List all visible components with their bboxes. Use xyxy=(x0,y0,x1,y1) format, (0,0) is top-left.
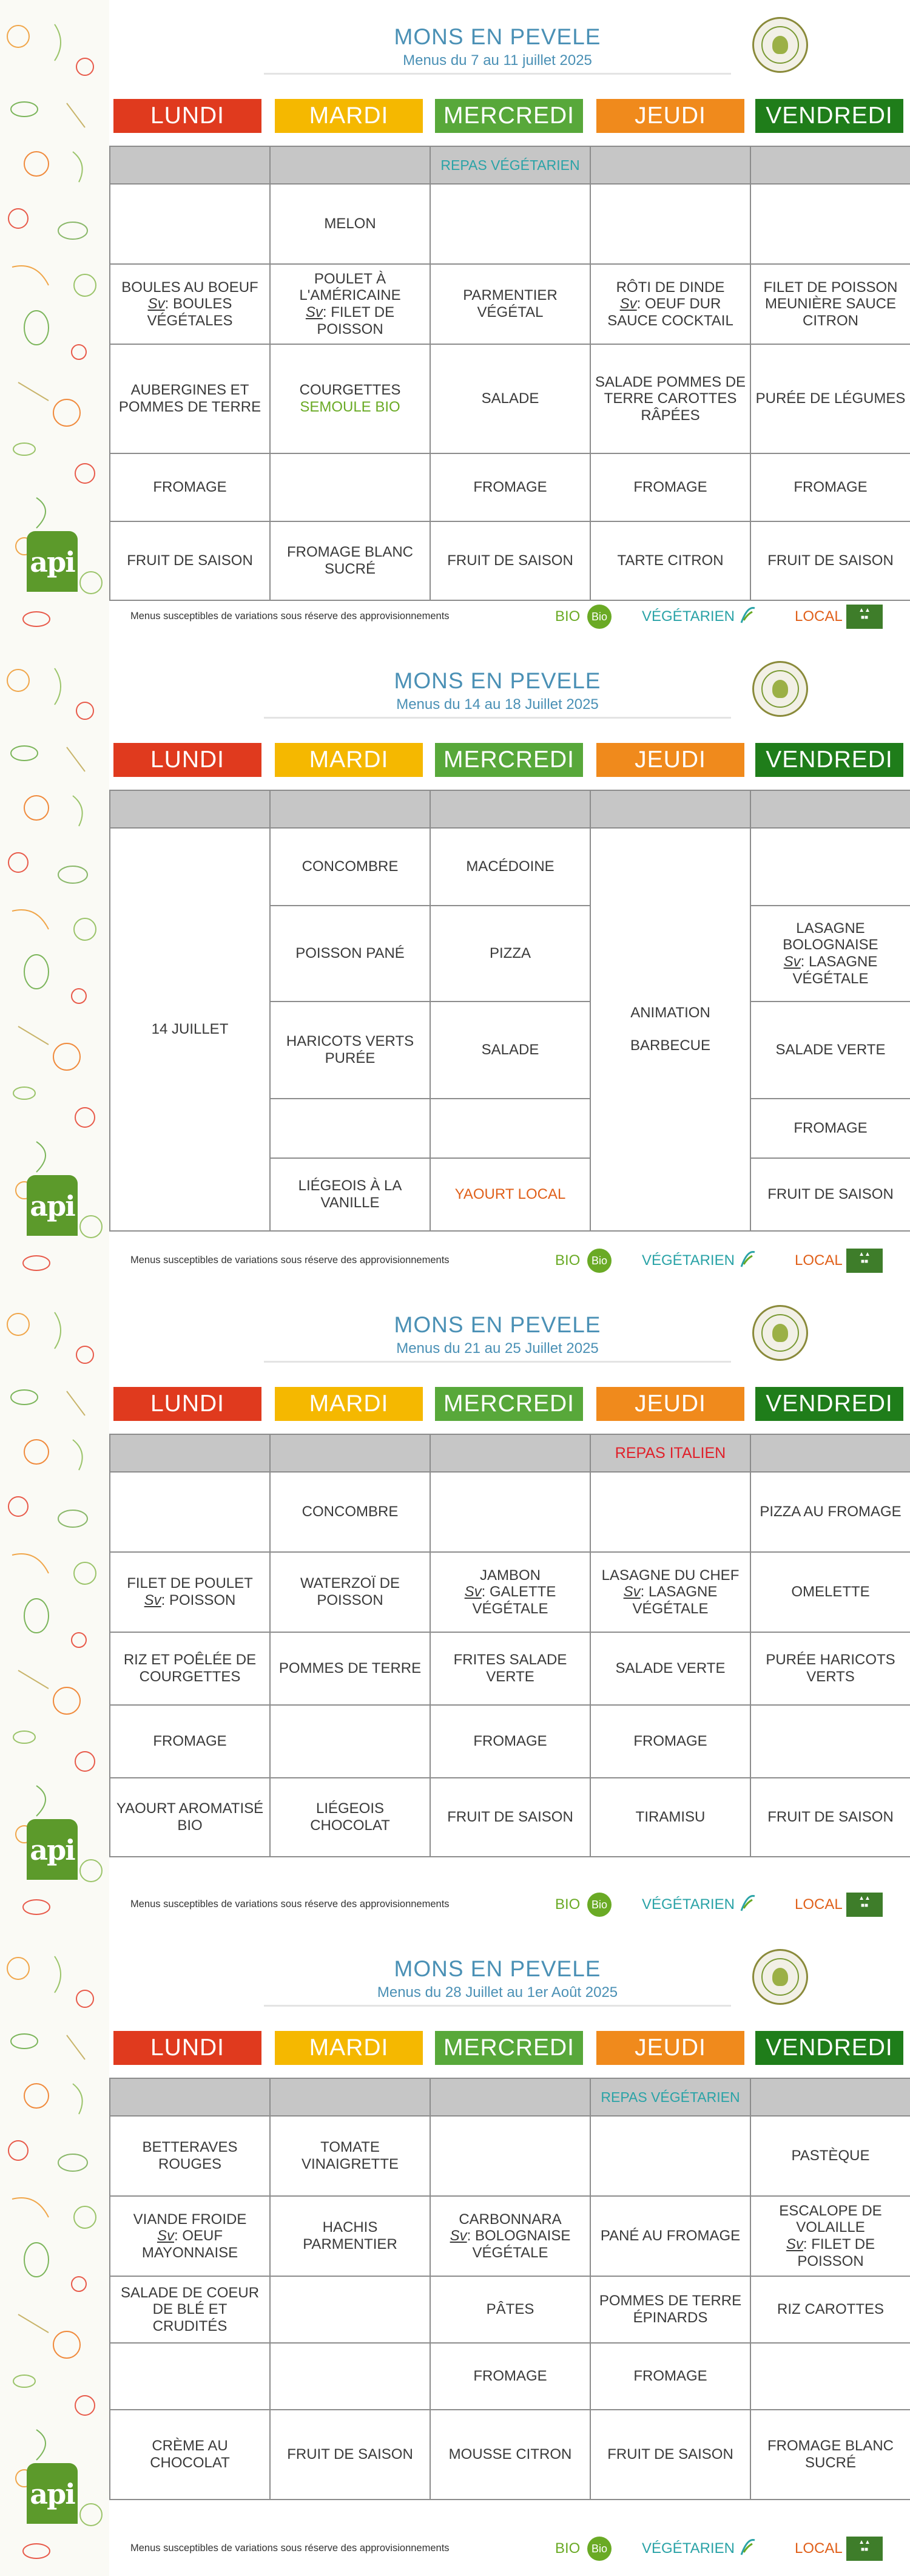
sv-label: Sv xyxy=(305,304,323,320)
bio-badge-icon: Bio xyxy=(587,2537,612,2561)
table-row xyxy=(110,1705,910,1778)
menu-item: FROMAGE xyxy=(473,1733,547,1750)
menu-cell xyxy=(590,2116,750,2196)
menu-cell xyxy=(430,521,590,600)
local-badge-icon: ▲▲ ■■ xyxy=(846,1893,883,1917)
menu-cell xyxy=(750,2410,910,2500)
menu-item: MOUSSE CITRON xyxy=(448,2446,572,2463)
menu-header-row xyxy=(110,146,910,184)
sv-label: Sv xyxy=(157,2228,174,2245)
legend-bio: BIO xyxy=(555,1252,581,1269)
menu-item: TIRAMISU xyxy=(635,1809,706,1826)
bio-badge-icon: Bio xyxy=(587,1249,612,1273)
menu-item: PÂTES xyxy=(486,2301,534,2318)
menu-cell xyxy=(270,2116,430,2196)
table-row xyxy=(110,1632,910,1705)
api-logo-text: api xyxy=(30,2478,75,2510)
menu-item: FROMAGE xyxy=(794,1120,868,1137)
menu-cell xyxy=(110,264,270,344)
vegetarian-substitute xyxy=(434,1584,586,1617)
day-header-jeudi: JEUDI xyxy=(596,743,744,777)
animation-cell xyxy=(590,828,750,1231)
menu-cell xyxy=(430,2410,590,2500)
menu-cell xyxy=(430,2343,590,2410)
menu-item: CRÈME AU CHOCOLAT xyxy=(150,2438,230,2471)
day-header-mardi: MARDI xyxy=(275,2031,423,2065)
menu-item: LIÉGEOIS À LA VANILLE xyxy=(298,1178,402,1211)
menu-item: MELON xyxy=(324,215,376,232)
table-row xyxy=(110,2196,910,2276)
page-title: MONS EN PEVELE xyxy=(394,24,601,49)
sv-label: Sv xyxy=(464,1584,482,1601)
table-row xyxy=(110,1552,910,1632)
week-menu xyxy=(0,1288,910,1932)
menu-item: FROMAGE xyxy=(633,479,707,496)
legend-vegetarian: VÉGÉTARIEN xyxy=(642,608,735,625)
menu-item: POULET À L'AMÉRICAINE xyxy=(299,270,401,304)
menu-item: FROMAGE BLANC SUCRÉ xyxy=(286,544,414,577)
menu-cell xyxy=(750,2343,910,2410)
menu-cell xyxy=(750,1552,910,1632)
table-row xyxy=(110,264,910,344)
substitute-text: : LASAGNE VÉGÉTALE xyxy=(632,1584,718,1617)
menu-cell xyxy=(270,2410,430,2500)
menu-cell xyxy=(270,2343,430,2410)
animation-label: BARBECUE xyxy=(630,1037,711,1054)
menu-cell xyxy=(270,521,430,600)
week-menu xyxy=(0,1932,910,2576)
sv-label: Sv xyxy=(783,954,801,970)
menu-item: PIZZA AU FROMAGE xyxy=(760,1503,902,1520)
menu-item: FROMAGE BLANC SUCRÉ xyxy=(767,2438,894,2471)
menu-item: PURÉE HARICOTS VERTS xyxy=(766,1652,895,1685)
api-logo xyxy=(27,2463,78,2524)
api-logo xyxy=(27,1819,78,1880)
menu-cell xyxy=(270,184,430,264)
legend-bio: BIO xyxy=(555,608,581,625)
title-box xyxy=(264,1305,731,1363)
menu-cell xyxy=(590,344,750,453)
menu-item: SALADE xyxy=(481,390,539,407)
day-header-mercredi: MERCREDI xyxy=(435,1387,583,1421)
menu-header-row xyxy=(110,1434,910,1472)
vegetarian-substitute xyxy=(595,1584,746,1617)
menu-item: FROMAGE xyxy=(153,479,227,496)
menu-item: FROMAGE xyxy=(473,2368,547,2385)
menu-cell xyxy=(270,1705,430,1778)
substitute-text: : FILET DE POISSON xyxy=(797,2236,875,2269)
menu-item: TARTE CITRON xyxy=(617,552,724,569)
page-title: MONS EN PEVELE xyxy=(394,1956,601,1981)
menu-item: SALADE DE COEUR DE BLÉ ET CRUDITÉS xyxy=(120,2284,260,2334)
sv-label: Sv xyxy=(786,2236,803,2252)
menu-item: CONCOMBRE xyxy=(302,858,399,875)
decorative-sidebar xyxy=(0,1932,109,2576)
menu-cell xyxy=(750,1705,910,1778)
special-meal-label: REPAS VÉGÉTARIEN xyxy=(590,2078,750,2116)
menu-item: JAMBON xyxy=(479,1567,541,1584)
vegetarian-substitute xyxy=(274,304,426,337)
menu-item: RÔTI DE DINDE xyxy=(616,279,725,296)
menu-dates: Menus du 7 au 11 juillet 2025 xyxy=(403,52,592,69)
menu-cell xyxy=(590,2276,750,2343)
sv-label: Sv xyxy=(144,1592,161,1608)
menu-item: COURGETTES xyxy=(299,382,401,399)
menu-cell xyxy=(430,184,590,264)
legend-vegetarian: VÉGÉTARIEN xyxy=(642,1896,735,1913)
decorative-sidebar xyxy=(0,1288,109,1932)
menu-cell xyxy=(270,2276,430,2343)
quality-seal-icon xyxy=(752,661,808,717)
menu-item: FROMAGE xyxy=(633,2368,707,2385)
menu-cell xyxy=(110,2196,270,2276)
day-header-jeudi: JEUDI xyxy=(596,99,744,133)
menu-cell xyxy=(750,344,910,453)
menu-item: POISSON PANÉ xyxy=(295,945,405,962)
menu-item: PANÉ AU FROMAGE xyxy=(600,2228,741,2245)
menu-item: FRUIT DE SAISON xyxy=(287,2446,413,2463)
title-box xyxy=(264,1949,731,2007)
menu-item: FRITES SALADE VERTE xyxy=(453,1652,567,1685)
table-row xyxy=(110,2276,910,2343)
substitute-text: : OEUF MAYONNAISE xyxy=(141,2228,238,2261)
title-box xyxy=(264,661,731,719)
day-header-mercredi: MERCREDI xyxy=(435,743,583,777)
menu-dates: Menus du 28 Juillet au 1er Août 2025 xyxy=(377,1984,618,2001)
legend-local: LOCAL xyxy=(795,608,843,625)
animation-label: ANIMATION xyxy=(630,1005,710,1022)
menu-item: HARICOTS VERTS PURÉE xyxy=(286,1033,414,1066)
menu-cell xyxy=(430,264,590,344)
menu-item: FRUIT DE SAISON xyxy=(447,552,573,569)
vegetarian-substitute xyxy=(434,2228,586,2261)
day-header-lundi: LUNDI xyxy=(113,743,261,777)
menu-cell xyxy=(110,2116,270,2196)
day-header-mercredi: MERCREDI xyxy=(435,99,583,133)
table-row xyxy=(110,344,910,453)
menu-cell xyxy=(110,1632,270,1705)
vegetarian-substitute xyxy=(114,1592,266,1609)
menu-cell xyxy=(590,1778,750,1857)
menu-item: PARMENTIER VÉGÉTAL xyxy=(463,287,558,320)
special-meal-label: REPAS VÉGÉTARIEN xyxy=(430,146,590,184)
substitute-text: : OEUF DUR SAUCE COCKTAIL xyxy=(607,296,733,329)
menu-cell xyxy=(430,2196,590,2276)
menu-cell xyxy=(750,453,910,521)
day-header-mardi: MARDI xyxy=(275,743,423,777)
footer-note: Menus susceptibles de variations sous réserve des approvisionnements xyxy=(130,611,450,622)
menu-cell xyxy=(430,1778,590,1857)
menu-table xyxy=(109,146,910,601)
menu-header-row xyxy=(110,2078,910,2116)
api-logo xyxy=(27,531,78,592)
sv-label: Sv xyxy=(619,296,637,313)
menu-cell xyxy=(270,1632,430,1705)
menu-cell xyxy=(590,264,750,344)
quality-seal-icon xyxy=(752,1305,808,1361)
api-logo-text: api xyxy=(30,1834,75,1866)
menu-cell xyxy=(110,453,270,521)
day-header-lundi: LUNDI xyxy=(113,1387,261,1421)
menu-dates: Menus du 14 au 18 Juillet 2025 xyxy=(396,696,599,713)
substitute-text: : GALETTE VÉGÉTALE xyxy=(472,1584,556,1617)
week-menu xyxy=(0,0,910,644)
menu-item: POMMES DE TERRE ÉPINARDS xyxy=(599,2293,742,2326)
table-row xyxy=(110,2343,910,2410)
day-header-vendredi: VENDREDI xyxy=(755,2031,903,2065)
special-meal-label: REPAS ITALIEN xyxy=(590,1434,750,1472)
menu-item: WATERZOÏ DE POISSON xyxy=(300,1575,400,1608)
menu-item: SALADE VERTE xyxy=(775,1042,886,1059)
vegetarian-badge-icon xyxy=(738,2537,758,2561)
substitute-text: : BOULES VÉGÉTALES xyxy=(147,296,233,329)
menu-item: SALADE VERTE xyxy=(615,1660,726,1677)
menu-item: CONCOMBRE xyxy=(302,1503,399,1520)
menu-item: POMMES DE TERRE xyxy=(278,1660,422,1677)
menu-item: FILET DE POULET xyxy=(127,1575,253,1592)
menu-item: PURÉE DE LÉGUMES xyxy=(755,390,906,407)
menu-cell xyxy=(430,1705,590,1778)
menu-cell xyxy=(590,1705,750,1778)
vegetarian-badge-icon xyxy=(738,1893,758,1917)
local-badge-icon: ▲▲ ■■ xyxy=(846,1249,883,1273)
menu-cell xyxy=(110,344,270,453)
menu-item: LASAGNE BOLOGNAISE xyxy=(783,920,878,954)
menu-item: PIZZA xyxy=(489,945,531,962)
page-title: MONS EN PEVELE xyxy=(394,1312,601,1337)
table-row xyxy=(110,184,910,264)
title-box xyxy=(264,17,731,75)
day-header-vendredi: VENDREDI xyxy=(755,99,903,133)
menu-item: FROMAGE xyxy=(473,479,547,496)
legend-local: LOCAL xyxy=(795,2540,843,2557)
day-header-mardi: MARDI xyxy=(275,1387,423,1421)
table-row xyxy=(110,453,910,521)
menu-cell xyxy=(750,1778,910,1857)
menu-cell xyxy=(110,1778,270,1857)
vegetarian-substitute xyxy=(114,296,266,329)
day-header-mardi: MARDI xyxy=(275,99,423,133)
day-headers xyxy=(113,743,907,777)
menu-cell xyxy=(750,2196,910,2276)
menu-cell xyxy=(590,2343,750,2410)
menu-item: FRUIT DE SAISON xyxy=(127,552,253,569)
footer-note: Menus susceptibles de variations sous réserve des approvisionnements xyxy=(130,2543,450,2554)
menu-cell xyxy=(590,2196,750,2276)
menu-cell xyxy=(270,264,430,344)
menu-header-row xyxy=(110,790,910,828)
menu-item: TOMATE VINAIGRETTE xyxy=(301,2139,399,2172)
menu-cell xyxy=(110,1472,270,1552)
menu-item: ESCALOPE DE VOLAILLE xyxy=(779,2202,882,2236)
menu-cell xyxy=(750,184,910,264)
menu-cell xyxy=(110,184,270,264)
vegetarian-substitute xyxy=(755,2236,906,2269)
table-row xyxy=(110,2410,910,2500)
substitute-text: : BOLOGNAISE VÉGÉTALE xyxy=(467,2228,571,2261)
menu-item: YAOURT AROMATISÉ BIO xyxy=(116,1800,264,1834)
legend-local: LOCAL xyxy=(795,1896,843,1913)
quality-seal-icon xyxy=(752,17,808,73)
api-logo xyxy=(27,1175,78,1236)
sv-label: Sv xyxy=(147,296,165,313)
footer-note: Menus susceptibles de variations sous réserve des approvisionnements xyxy=(130,1255,450,1266)
menu-cell xyxy=(430,453,590,521)
sv-label: Sv xyxy=(450,2228,467,2245)
bio-item: SEMOULE BIO xyxy=(300,399,400,415)
vegetarian-badge-icon xyxy=(738,1249,758,1273)
menu-item: FROMAGE xyxy=(153,1733,227,1750)
day-header-lundi: LUNDI xyxy=(113,99,261,133)
menu-item: LIÉGEOIS CHOCOLAT xyxy=(310,1800,390,1834)
table-row xyxy=(110,828,910,906)
legend-bio: BIO xyxy=(555,2540,581,2557)
bio-badge-icon: Bio xyxy=(587,1893,612,1917)
day-headers xyxy=(113,2031,907,2065)
menu-cell xyxy=(270,1778,430,1857)
menu-cell xyxy=(750,521,910,600)
substitute-text: : FILET DE POISSON xyxy=(317,304,395,337)
menu-item: RIZ CAROTTES xyxy=(777,2301,884,2318)
bio-badge-icon: Bio xyxy=(587,605,612,629)
menu-cell xyxy=(110,1705,270,1778)
menu-table xyxy=(109,790,910,1232)
menu-item: BOULES AU BOEUF xyxy=(121,279,258,296)
api-logo-text: api xyxy=(30,546,75,578)
local-badge-icon: ▲▲ ■■ xyxy=(846,2537,883,2561)
menu-item: RIZ ET POÊLÉE DE COURGETTES xyxy=(123,1652,257,1685)
vegetarian-substitute xyxy=(114,2228,266,2261)
menu-item: FRUIT DE SAISON xyxy=(767,1809,894,1826)
menu-cell xyxy=(430,1552,590,1632)
menu-cell xyxy=(590,2410,750,2500)
local-badge-icon: ▲▲ ■■ xyxy=(846,605,883,629)
menu-cell xyxy=(750,1472,910,1552)
menu-cell xyxy=(590,1552,750,1632)
menu-cell xyxy=(430,2276,590,2343)
decorative-sidebar xyxy=(0,0,109,644)
holiday-label: 14 JUILLET xyxy=(151,1021,229,1038)
menu-cell xyxy=(110,1552,270,1632)
menu-item: BETTERAVES ROUGES xyxy=(142,2139,238,2172)
menu-cell xyxy=(750,2276,910,2343)
menu-cell xyxy=(430,1472,590,1552)
menu-cell xyxy=(270,2196,430,2276)
day-header-vendredi: VENDREDI xyxy=(755,1387,903,1421)
menu-cell xyxy=(270,1472,430,1552)
menu-cell xyxy=(430,344,590,453)
menu-item: OMELETTE xyxy=(791,1584,870,1601)
menu-table xyxy=(109,1434,910,1857)
day-headers xyxy=(113,99,907,133)
menu-cell xyxy=(270,1552,430,1632)
vegetarian-substitute xyxy=(755,954,906,987)
menu-cell xyxy=(110,521,270,600)
menu-cell xyxy=(110,2410,270,2500)
legend-local: LOCAL xyxy=(795,1252,843,1269)
menu-item: YAOURT LOCAL xyxy=(454,1186,566,1203)
page-title: MONS EN PEVELE xyxy=(394,668,601,693)
sv-label: Sv xyxy=(623,1584,641,1601)
day-header-lundi: LUNDI xyxy=(113,2031,261,2065)
table-row xyxy=(110,521,910,600)
menu-item: SALADE POMMES DE TERRE CAROTTES RÂPÉES xyxy=(595,373,746,424)
week-menu xyxy=(0,644,910,1288)
menu-item: FRUIT DE SAISON xyxy=(447,1809,573,1826)
menu-cell xyxy=(750,2116,910,2196)
day-headers xyxy=(113,1387,907,1421)
menu-cell xyxy=(270,453,430,521)
legend-vegetarian: VÉGÉTARIEN xyxy=(642,2540,735,2557)
legend-bio: BIO xyxy=(555,1896,581,1913)
menu-item: FRUIT DE SAISON xyxy=(767,552,894,569)
menu-table xyxy=(109,2078,910,2500)
day-header-mercredi: MERCREDI xyxy=(435,2031,583,2065)
table-row xyxy=(110,1778,910,1857)
menu-item: FRUIT DE SAISON xyxy=(607,2446,733,2463)
holiday-cell xyxy=(110,828,270,1231)
menu-item: SALADE xyxy=(481,1042,539,1059)
quality-seal-icon xyxy=(752,1949,808,2005)
vegetarian-substitute xyxy=(595,296,746,329)
menu-item: FILET DE POISSON MEUNIÈRE SAUCE CITRON xyxy=(763,279,898,329)
menu-cell xyxy=(750,1632,910,1705)
menu-item: VIANDE FROIDE xyxy=(133,2211,247,2228)
substitute-text: : LASAGNE VÉGÉTALE xyxy=(792,954,878,987)
menu-cell xyxy=(110,2343,270,2410)
menu-item: FROMAGE xyxy=(633,1733,707,1750)
menu-item: LASAGNE DU CHEF xyxy=(601,1567,740,1584)
menu-item: PASTÈQUE xyxy=(791,2147,870,2164)
menu-item: HACHIS PARMENTIER xyxy=(303,2219,397,2252)
menu-cell xyxy=(430,1632,590,1705)
menu-cell xyxy=(750,264,910,344)
menu-item: FROMAGE xyxy=(794,479,868,496)
table-row xyxy=(110,1472,910,1552)
api-logo-text: api xyxy=(30,1190,75,1222)
menu-item: AUBERGINES ET POMMES DE TERRE xyxy=(118,382,261,415)
menu-cell xyxy=(270,344,430,453)
menu-cell xyxy=(590,1472,750,1552)
menu-item: MACÉDOINE xyxy=(466,858,554,875)
menu-cell xyxy=(590,521,750,600)
menu-cell xyxy=(590,453,750,521)
menu-cell xyxy=(430,2116,590,2196)
substitute-text: : POISSON xyxy=(161,1592,236,1608)
day-header-jeudi: JEUDI xyxy=(596,1387,744,1421)
footer-note: Menus susceptibles de variations sous réserve des approvisionnements xyxy=(130,1899,450,1910)
menu-cell xyxy=(590,184,750,264)
menu-dates: Menus du 21 au 25 Juillet 2025 xyxy=(396,1340,599,1357)
decorative-sidebar xyxy=(0,644,109,1288)
table-row xyxy=(110,2116,910,2196)
legend-vegetarian: VÉGÉTARIEN xyxy=(642,1252,735,1269)
day-header-jeudi: JEUDI xyxy=(596,2031,744,2065)
day-header-vendredi: VENDREDI xyxy=(755,743,903,777)
menu-item: CARBONNARA xyxy=(459,2211,562,2228)
menu-item: FRUIT DE SAISON xyxy=(767,1186,894,1203)
menu-cell xyxy=(590,1632,750,1705)
menu-cell xyxy=(110,2276,270,2343)
vegetarian-badge-icon xyxy=(738,605,758,629)
